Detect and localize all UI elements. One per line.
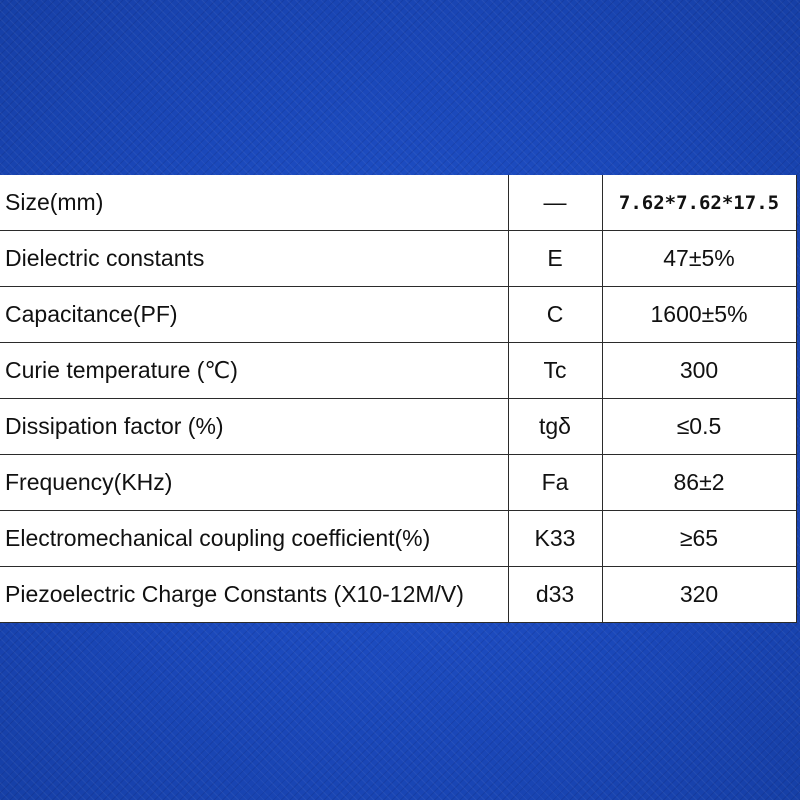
param-curie-temperature: Curie temperature (℃) <box>0 343 508 399</box>
param-capacitance: Capacitance(PF) <box>0 287 508 343</box>
symbol-dissipation-factor: tgδ <box>508 399 602 455</box>
table-row <box>0 399 796 455</box>
value-coupling-coefficient: ≥65 <box>602 511 796 567</box>
param-charge-constants: Piezoelectric Charge Constants (X10-12M/V) <box>0 567 508 623</box>
value-size: 7.62*7.62*17.5 <box>602 175 796 231</box>
param-coupling-coefficient: Electromechanical coupling coefficient(%) <box>0 511 508 567</box>
table-row <box>0 231 796 287</box>
table-row <box>0 511 796 567</box>
value-curie-temperature: 300 <box>602 343 796 399</box>
symbol-size: — <box>508 175 602 231</box>
table-row <box>0 567 796 623</box>
symbol-capacitance: C <box>508 287 602 343</box>
param-frequency: Frequency(KHz) <box>0 455 508 511</box>
symbol-curie-temperature: Tc <box>508 343 602 399</box>
symbol-charge-constants: d33 <box>508 567 602 623</box>
param-dielectric-constants: Dielectric constants <box>0 231 508 287</box>
param-size: Size(mm) <box>0 175 508 231</box>
table-row <box>0 455 796 511</box>
value-frequency: 86±2 <box>602 455 796 511</box>
table-row <box>0 287 796 343</box>
param-dissipation-factor: Dissipation factor (%) <box>0 399 508 455</box>
symbol-frequency: Fa <box>508 455 602 511</box>
table-row <box>0 343 796 399</box>
value-dielectric-constants: 47±5% <box>602 231 796 287</box>
value-dissipation-factor: ≤0.5 <box>602 399 796 455</box>
table-row <box>0 175 796 231</box>
value-charge-constants: 320 <box>602 567 796 623</box>
symbol-dielectric-constants: E <box>508 231 602 287</box>
value-capacitance: 1600±5% <box>602 287 796 343</box>
spec-table <box>0 175 797 623</box>
symbol-coupling-coefficient: K33 <box>508 511 602 567</box>
